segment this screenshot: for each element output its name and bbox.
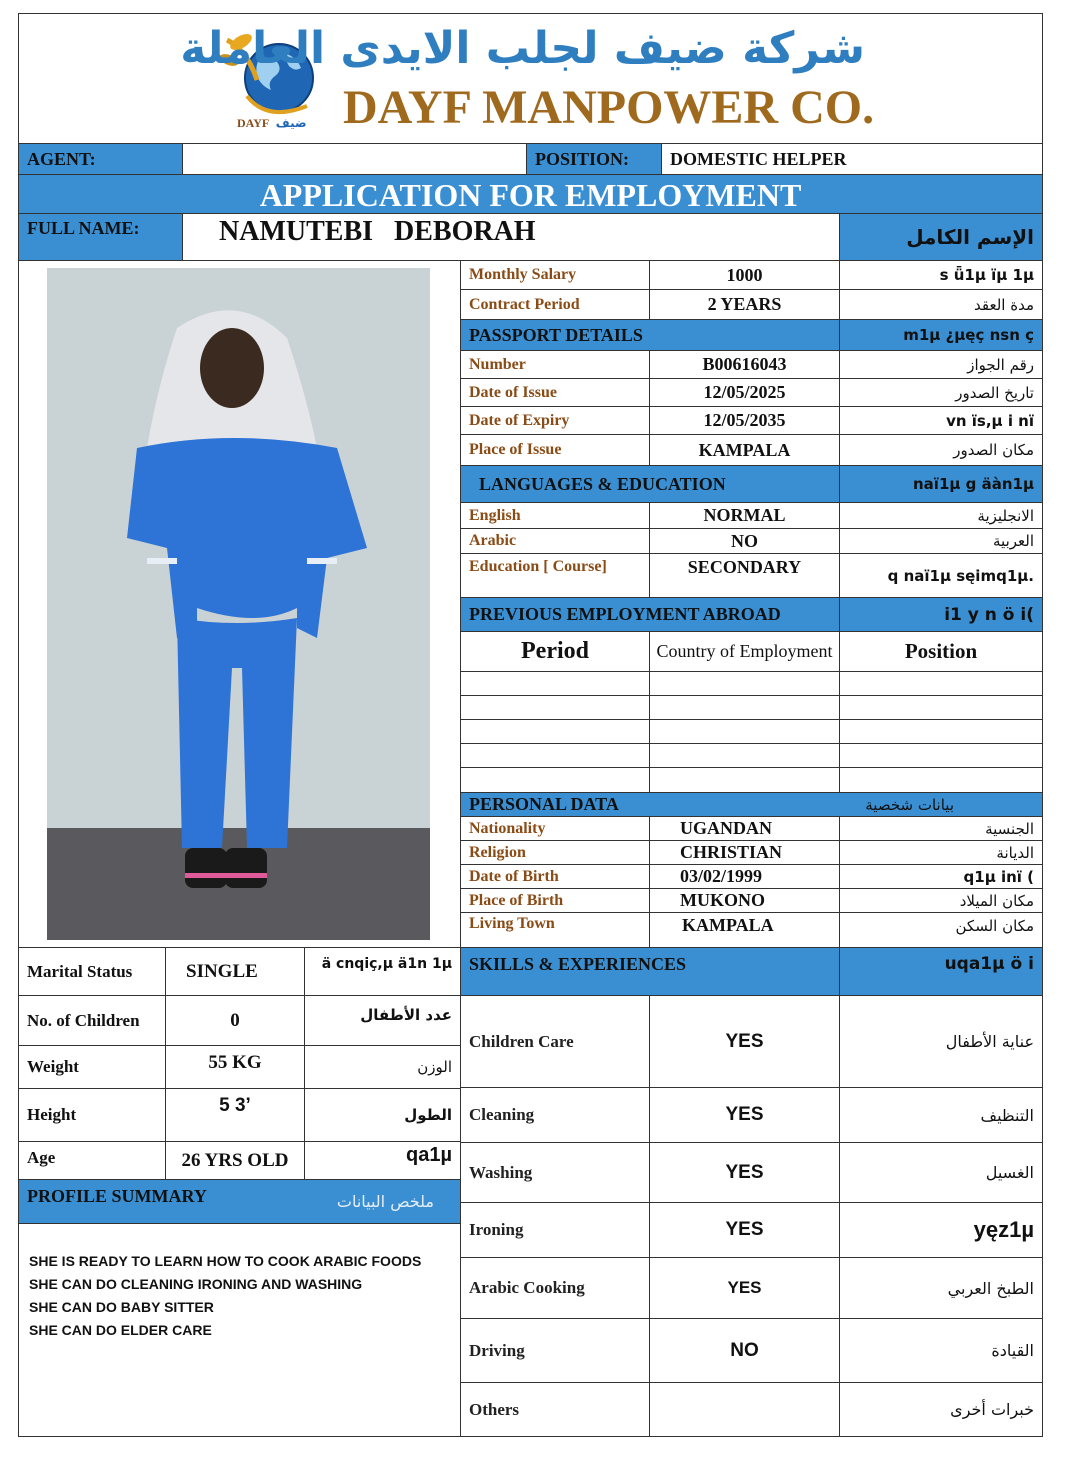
dob-value: 03/02/1999 <box>649 864 840 889</box>
profile-line: SHE IS READY TO LEARN HOW TO COOK ARABIC FOODS <box>29 1253 422 1269</box>
previous-employment-cell <box>839 695 1043 720</box>
skill-ironing-value: YES <box>649 1202 840 1258</box>
skill-washing-label-ar: الغسيل <box>839 1142 1043 1203</box>
marital-status-value: SINGLE <box>165 947 305 996</box>
previous-employment-cell <box>839 743 1043 768</box>
expiry-date-label: Date of Expiry <box>460 406 650 435</box>
children-value: 0 <box>165 995 305 1046</box>
skill-washing-value: YES <box>649 1142 840 1203</box>
birth-place-label-ar: مكان الميلاد <box>839 888 1043 913</box>
religion-label-ar: الديانة <box>839 840 1043 865</box>
children-label-ar: عدد الأطفال <box>304 995 461 1046</box>
english-label: English <box>460 502 650 529</box>
issue-place-value: KAMPALA <box>649 434 840 466</box>
nationality-label-ar: الجنسية <box>839 816 1043 841</box>
logo-text-en: DAYF <box>237 116 269 130</box>
languages-header: LANGUAGES & EDUCATION <box>460 465 840 503</box>
height-label-ar: الطول <box>304 1088 461 1142</box>
col-country: Country of Employment <box>649 631 840 672</box>
nationality-value: UGANDAN <box>649 816 840 841</box>
religion-value: CHRISTIAN <box>649 840 840 865</box>
issue-place-label: Place of Issue <box>460 434 650 466</box>
living-town-label: Living Town <box>460 912 650 949</box>
skill-cleaning-label-ar: التنظيف <box>839 1087 1043 1143</box>
monthly-salary-label: Monthly Salary <box>460 260 650 290</box>
previous-employment-cell <box>649 695 840 720</box>
weight-label: Weight <box>18 1045 166 1089</box>
previous-employment-cell <box>839 671 1043 696</box>
previous-employment-cell <box>649 767 840 793</box>
company-name-ar: شركة ضيف لجلب الايدى العاملة <box>180 23 865 74</box>
issue-date-label-ar: تاريخ الصدور <box>839 378 1043 407</box>
religion-label: Religion <box>460 840 650 865</box>
contract-section <box>460 260 1043 320</box>
skill-cleaning-value: YES <box>649 1087 840 1143</box>
birth-place-value: MUKONO <box>649 888 840 913</box>
birth-place-label: Place of Birth <box>460 888 650 913</box>
previous-employment-cell <box>460 719 650 744</box>
form-header <box>18 13 1043 144</box>
education-label: Education [ Course] <box>460 553 650 598</box>
monthly-salary-label-ar: s ǖ1µ ïµ 1µ <box>839 260 1043 290</box>
profile-summary-header: PROFILE SUMMARY ملخص البيانات <box>18 1179 461 1224</box>
living-town-value: KAMPALA <box>649 912 840 949</box>
children-label: No. of Children <box>18 995 166 1046</box>
arabic-label: Arabic <box>460 528 650 554</box>
skill-driving-label: Driving <box>460 1318 650 1383</box>
skill-cleaning-label: Cleaning <box>460 1087 650 1143</box>
logo-text-ar: ضيف <box>275 116 307 130</box>
skill-arabic-cooking-value: YES <box>649 1257 840 1319</box>
profile-line: SHE CAN DO ELDER CARE <box>29 1322 212 1338</box>
personal-data-header: PERSONAL DATA بيانات شخصية <box>460 792 1043 817</box>
previous-employment-cell <box>460 743 650 768</box>
skill-others-value <box>649 1382 840 1437</box>
expiry-date-value: 12/05/2035 <box>649 406 840 435</box>
skills-header: SKILLS & EXPERIENCES <box>460 947 840 996</box>
company-name-en: DAYF MANPOWER CO. <box>343 81 875 134</box>
height-value: 5 3’ <box>165 1088 305 1142</box>
profile-summary-body <box>18 1223 461 1437</box>
age-value: 26 YRS OLD <box>165 1141 305 1180</box>
skill-driving-label-ar: القيادة <box>839 1318 1043 1383</box>
expiry-date-label-ar: vn ïs,µ i nï <box>839 406 1043 435</box>
agent-label: AGENT: <box>18 143 183 175</box>
skill-washing-label: Washing <box>460 1142 650 1203</box>
weight-label-ar: الوزن <box>304 1045 461 1089</box>
previous-employment-cell <box>649 719 840 744</box>
languages-header-ar: naï1µ g äàn1µ <box>839 465 1043 503</box>
fullname-label-ar: الإسم الكامل <box>839 213 1043 261</box>
english-value: NORMAL <box>649 502 840 529</box>
col-period: Period <box>460 631 650 672</box>
position-label: POSITION: <box>526 143 662 175</box>
passport-header-ar: m1µ ¿µęç nsn ç <box>839 319 1043 351</box>
previous-employment-cell <box>649 671 840 696</box>
living-town-label-ar: مكان السكن <box>839 912 1043 949</box>
english-label-ar: الانجليزية <box>839 502 1043 529</box>
dob-label: Date of Birth <box>460 864 650 889</box>
previous-employment-header: PREVIOUS EMPLOYMENT ABROAD <box>460 597 840 632</box>
previous-employment-cell <box>649 743 840 768</box>
skills-header-ar: uqa1µ ö i <box>839 947 1043 996</box>
issue-place-label-ar: مكان الصدور <box>839 434 1043 466</box>
dob-label-ar: ) q1µ inï <box>839 864 1043 889</box>
fullname-label: FULL NAME: <box>18 213 183 261</box>
passport-number-label-ar: رقم الجواز <box>839 350 1043 379</box>
previous-employment-cell <box>460 695 650 720</box>
contract-period-label: Contract Period <box>460 289 650 320</box>
arabic-value: NO <box>649 528 840 554</box>
applicant-photo <box>47 268 430 940</box>
monthly-salary-value: 1000 <box>649 260 840 290</box>
agent-value <box>182 143 527 175</box>
skill-arabic-cooking-label-ar: الطبخ العربي <box>839 1257 1043 1319</box>
age-label: Age <box>18 1141 166 1180</box>
weight-value: 55 KG <box>165 1045 305 1089</box>
previous-employment-cell <box>839 767 1043 793</box>
passport-number-label: Number <box>460 350 650 379</box>
skill-arabic-cooking-label: Arabic Cooking <box>460 1257 650 1319</box>
skill-children-care-label: Children Care <box>460 995 650 1088</box>
profile-line: SHE CAN DO BABY SITTER <box>29 1299 214 1315</box>
col-position: Position <box>839 631 1043 672</box>
previous-employment-header-ar: )i1 y n ö i <box>839 597 1043 632</box>
logo-text <box>237 116 347 136</box>
age-label-ar: qa1µ <box>304 1141 461 1180</box>
contract-period-label-ar: مدة العقد <box>839 289 1043 320</box>
skill-others-label-ar: خبرات أخرى <box>839 1382 1043 1437</box>
skill-others-label: Others <box>460 1382 650 1437</box>
education-value: SECONDARY <box>649 553 840 598</box>
issue-date-label: Date of Issue <box>460 378 650 407</box>
form-title: APPLICATION FOR EMPLOYMENT <box>18 174 1043 214</box>
personal-data-header-ar: بيانات شخصية <box>865 795 954 814</box>
profile-summary-header-ar: ملخص البيانات <box>336 1192 434 1211</box>
position-value: DOMESTIC HELPER <box>661 143 1043 175</box>
previous-employment-cell <box>460 671 650 696</box>
marital-status-label: Marital Status <box>18 947 166 996</box>
education-label-ar: .q naï1µ sęimq1µ <box>839 553 1043 598</box>
previous-employment-cell <box>460 767 650 793</box>
fullname-value: NAMUTEBI DEBORAH <box>182 213 840 261</box>
issue-date-value: 12/05/2025 <box>649 378 840 407</box>
skill-driving-value: NO <box>649 1318 840 1383</box>
skill-ironing-label-ar: yęz1µ <box>839 1202 1043 1258</box>
nationality-label: Nationality <box>460 816 650 841</box>
passport-number-value: B00616043 <box>649 350 840 379</box>
contract-period-value: 2 YEARS <box>649 289 840 320</box>
previous-employment-cell <box>839 719 1043 744</box>
skill-children-care-label-ar: عناية الأطفال <box>839 995 1043 1088</box>
skill-children-care-value: YES <box>649 995 840 1088</box>
passport-header: PASSPORT DETAILS <box>460 319 840 351</box>
marital-status-label-ar: ä cnqiç,µ ä1n 1µ <box>304 947 461 996</box>
profile-line: SHE CAN DO CLEANING IRONING AND WASHING <box>29 1276 363 1292</box>
arabic-label-ar: العربية <box>839 528 1043 554</box>
height-label: Height <box>18 1088 166 1142</box>
skill-ironing-label: Ironing <box>460 1202 650 1258</box>
